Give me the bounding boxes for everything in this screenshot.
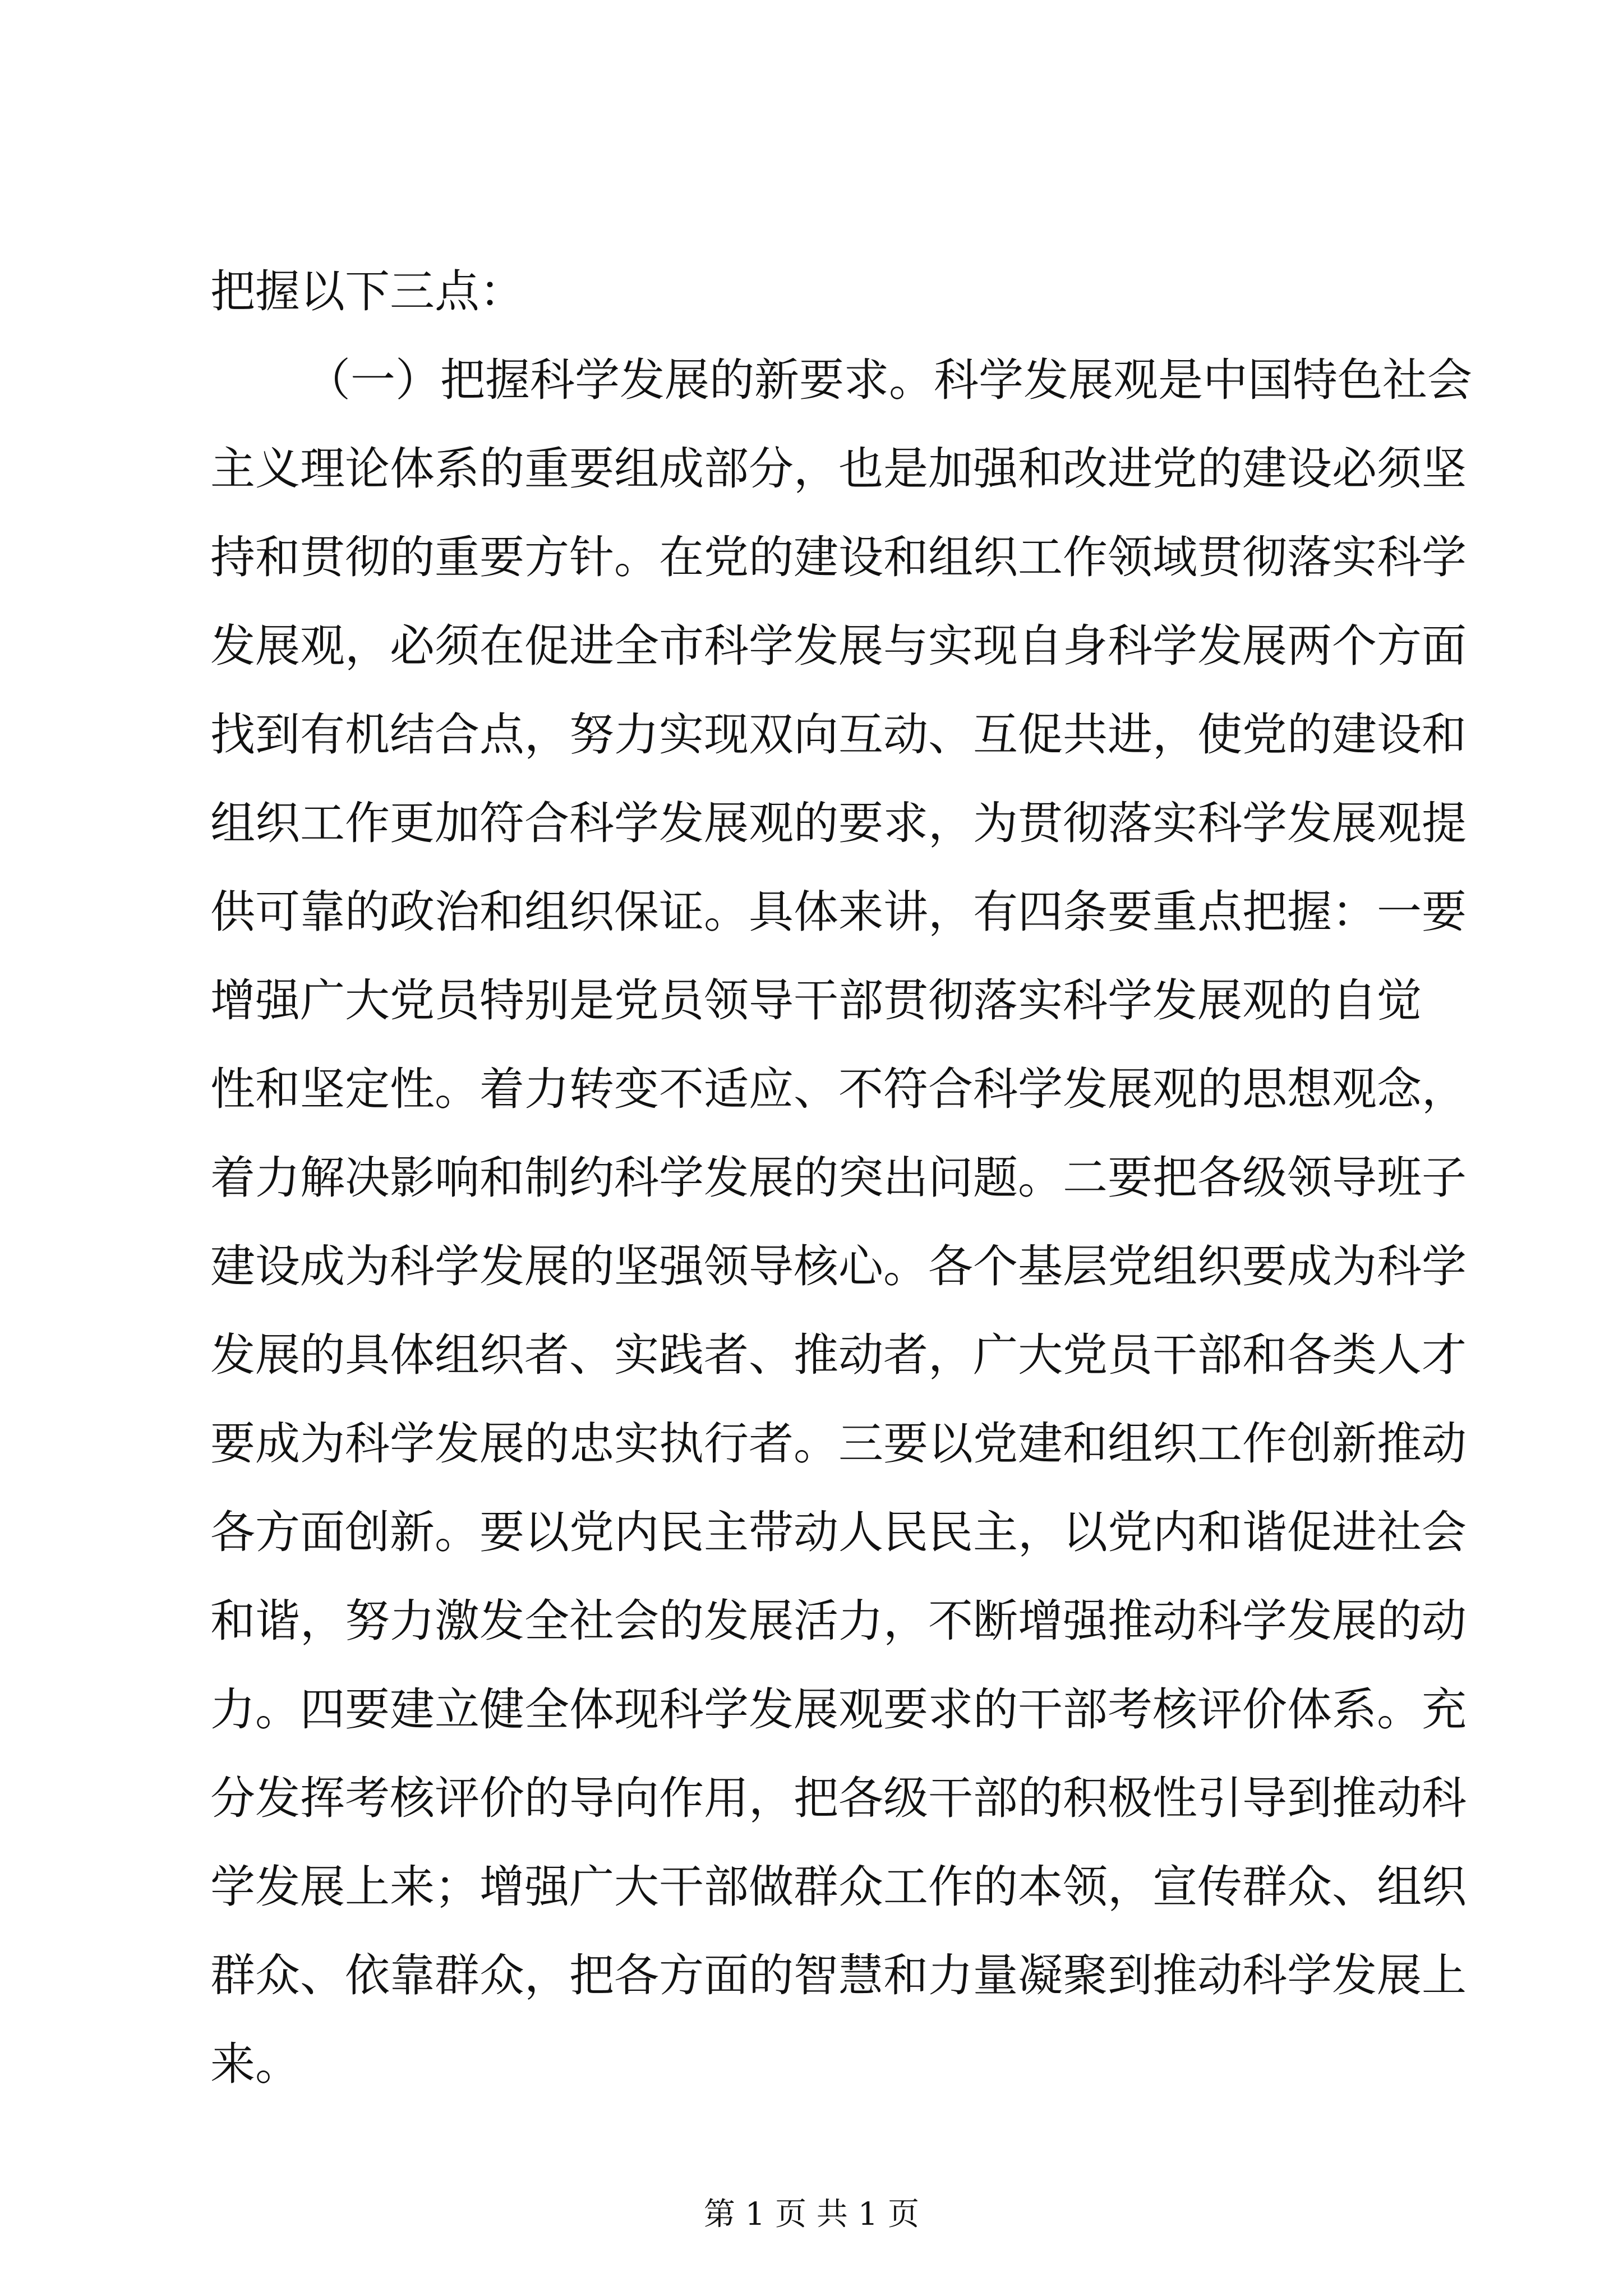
text-line: 找到有机结合点，努力实现双向互动、互促共进，使党的建设和 — [210, 708, 1467, 761]
text-line: 学发展上来；增强广大干部做群众工作的本领，宣传群众、组织 — [210, 1861, 1467, 1913]
text-line: 各方面创新。要以党内民主带动人民民主，以党内和谐促进社会 — [210, 1506, 1467, 1558]
text-line: 主义理论体系的重要组成部分，也是加强和改进党的建设必须坚 — [210, 443, 1467, 495]
text-line: （一）把握科学发展的新要求。科学发展观是中国特色社会 — [306, 354, 1472, 406]
text-line: 群众、依靠群众，把各方面的智慧和力量凝聚到推动科学发展上 — [210, 1949, 1467, 2001]
text-line: 性和坚定性。着力转变不适应、不符合科学发展观的思想观念， — [210, 1063, 1467, 1115]
page-footer: 第 1 页 共 1 页 — [703, 2196, 920, 2233]
text-line: 增强广大党员特别是党员领导干部贯彻落实科学发展观的自觉 — [210, 974, 1422, 1027]
text-line: 和谐，努力激发全社会的发展活力，不断增强推动科学发展的动 — [210, 1595, 1467, 1647]
text-line: 发展观，必须在促进全市科学发展与实现自身科学发展两个方面 — [210, 620, 1467, 672]
text-line: 组织工作更加符合科学发展观的要求，为贯彻落实科学发展观提 — [210, 797, 1467, 849]
text-line: 要成为科学发展的忠实执行者。三要以党建和组织工作创新推动 — [210, 1418, 1467, 1470]
text-line: 发展的具体组织者、实践者、推动者，广大党员干部和各类人才 — [210, 1329, 1467, 1381]
text-line: 持和贯彻的重要方针。在党的建设和组织工作领域贯彻落实科学 — [210, 531, 1467, 583]
text-line: 供可靠的政治和组织保证。具体来讲，有四条要重点把握：一要 — [210, 886, 1467, 938]
text-line: 把握以下三点： — [210, 265, 524, 318]
text-line: 着力解决影响和制约科学发展的突出问题。二要把各级领导班子 — [210, 1152, 1467, 1204]
text-line: 力。四要建立健全体现科学发展观要求的干部考核评价体系。充 — [210, 1683, 1467, 1736]
text-line: 分发挥考核评价的导向作用，把各级干部的积极性引导到推动科 — [210, 1772, 1467, 1824]
text-line: 建设成为科学发展的坚强领导核心。各个基层党组织要成为科学 — [210, 1240, 1467, 1292]
text-line: 来。 — [210, 2038, 300, 2090]
